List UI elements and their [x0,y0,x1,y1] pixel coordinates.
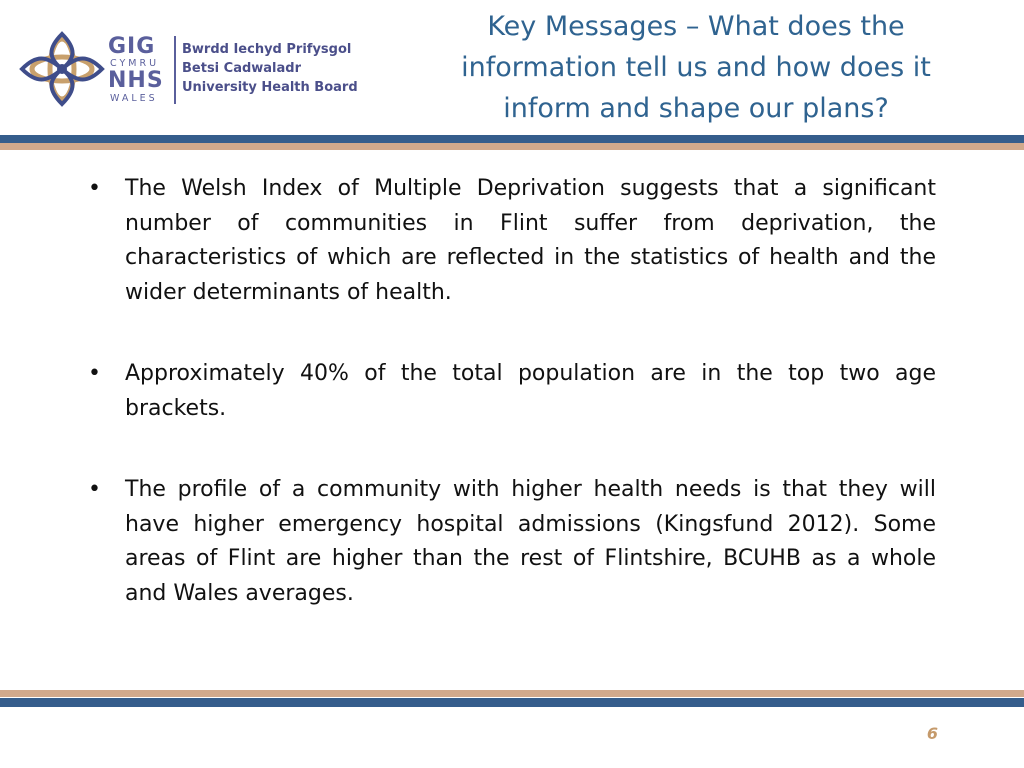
nhs-line-wales: WALES [110,93,158,104]
list-item [88,473,936,611]
bullet-marker: • [88,477,101,502]
bullet-text: The profile of a community with higher health needs is that they will have higher emergency hospital admissions (Kingsfund 2012). Some areas of Flint are higher than the rest of Flintshire, BCUHB as a whole and Wales averages. [125,477,936,606]
bullet-text: Approximately 40% of the total population are in the top two age brackets. [125,361,936,421]
nhs-line-nhs: NHS [108,68,164,93]
nhs-line-cymru: CYMRU [110,58,160,69]
nhs-wales-wordmark [108,36,170,108]
organisation-name [182,40,358,97]
health-board-logo [18,28,358,110]
page-number: 6 [926,724,938,743]
celtic-knot-icon [18,28,106,110]
org-name-line-1: Bwrdd Iechyd Prifysgol [182,42,352,57]
slide-title: Key Messages – What does the information tell us and how does it inform and shape our plans? [461,11,931,124]
bullet-marker: • [88,176,101,201]
org-name-line-3: University Health Board [182,80,358,95]
org-name-line-2: Betsi Cadwaladr [182,61,302,76]
key-messages-list [88,172,936,658]
footer-rule-blue [0,698,1024,707]
bullet-text: The Welsh Index of Multiple Deprivation suggests that a significant number of communities in Flint suffer from deprivation, the characteristics of which are reflected in the statistics of health and the wider determinants of health. [125,176,936,305]
header-rule-blue [0,135,1024,143]
list-item [88,357,936,426]
list-item [88,172,936,310]
bullet-marker: • [88,361,101,386]
logo-divider [174,36,176,104]
header-rule-tan [0,143,1024,150]
footer-rule-tan [0,690,1024,697]
nhs-line-gig: GIG [108,34,156,59]
